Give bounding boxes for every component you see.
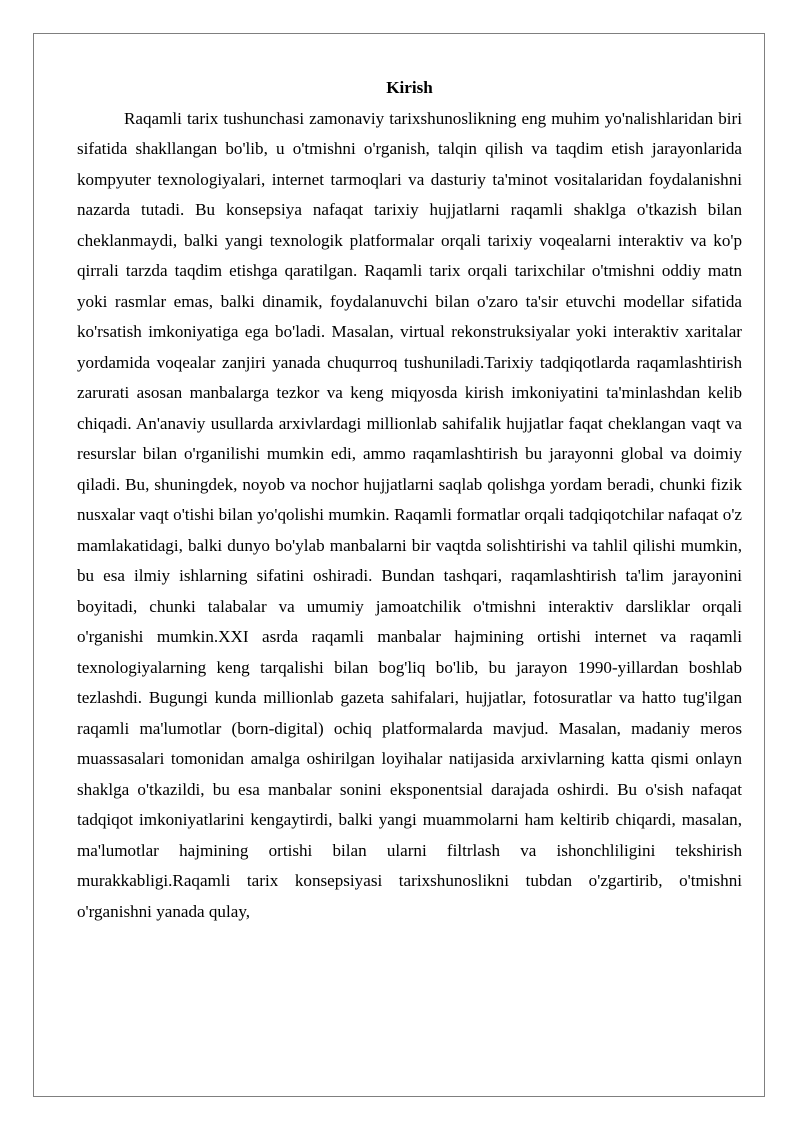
document-body bbox=[77, 73, 742, 927]
body-paragraph: Raqamli tarix tushunchasi zamonaviy tarixshunoslikning eng muhim yo'nalishlaridan biri sifatida shakllangan bo'lib, u o'tmishni o'rganish, talqin qilish va taqdim etish jarayonlarida kompyuter texnologiyalari, internet tarmoqlari va dasturiy ta'minot vositalaridan foydalanishni nazarda tutadi. Bu konsepsiya nafaqat tarixiy hujjatlarni raqamli shaklga o'tkazish bilan cheklanmaydi, balki yangi texnologik platformalar orqali tarixiy voqealarni interaktiv va ko'p qirrali tarzda taqdim etishga qaratilgan. Raqamli tarix orqali tarixchilar o'tmishni oddiy matn yoki rasmlar emas, balki dinamik, foydalanuvchi bilan o'zaro ta'sir etuvchi modellar sifatida ko'rsatish imkoniyatiga ega bo'ladi. Masalan, virtual rekonstruksiyalar yoki interaktiv xaritalar yordamida voqealar zanjiri yanada chuqurroq tushuniladi.Tarixiy tadqiqotlarda raqamlashtirish zarurati asosan manbalarga tezkor va keng miqyosda kirish imkoniyatini ta'minlashdan kelib chiqadi. An'anaviy usullarda arxivlardagi millionlab sahifalik hujjatlar faqat cheklangan vaqt va resurslar bilan o'rganilishi mumkin edi, ammo raqamlashtirish bu jarayonni global va doimiy qiladi. Bu, shuningdek, noyob va nochor hujjatlarni saqlab qolishga yordam beradi, chunki fizik nusxalar vaqt o'tishi bilan yo'qolishi mumkin. Raqamli formatlar orqali tadqiqotchilar nafaqat o'z mamlakatidagi, balki dunyo bo'ylab manbalarni bir vaqtda solishtirishi va tahlil qilishi mumkin, bu esa ilmiy ishlarning sifatini oshiradi. Bundan tashqari, raqamlashtirish ta'lim jarayonini boyitadi, chunki talabalar va umumiy jamoatchilik o'tmishni interaktiv darsliklar orqali o'rganishi mumkin.XXI asrda raqamli manbalar hajmining ortishi internet va raqamli texnologiyalarning keng tarqalishi bilan bog'liq bo'lib, bu jarayon 1990-yillardan boshlab tezlashdi. Bugungi kunda millionlab gazeta sahifalari, hujjatlar, fotosuratlar va hatto tug'ilgan raqamli ma'lumotlar (born-digital) ochiq platformalarda mavjud. Masalan, madaniy meros muassasalari tomonidan amalga oshirilgan loyihalar natijasida arxivlarning katta qismi onlayn shaklga o'tkazildi, bu esa manbalar sonini eksponentsial darajada oshirdi. Bu o'sish nafaqat tadqiqot imkoniyatlarini kengaytirdi, balki yangi muammolarni ham keltirib chiqardi, masalan, ma'lumotlar hajmining ortishi bilan ularni filtrlash va ishonchliligini tekshirish murakkabligi.Raqamli tarix konsepsiyasi tarixshunoslikni tubdan o'zgartirib, o'tmishni o'rganishni yanada qulay, bbox=[77, 108, 742, 921]
document-title: Kirish bbox=[386, 78, 433, 97]
